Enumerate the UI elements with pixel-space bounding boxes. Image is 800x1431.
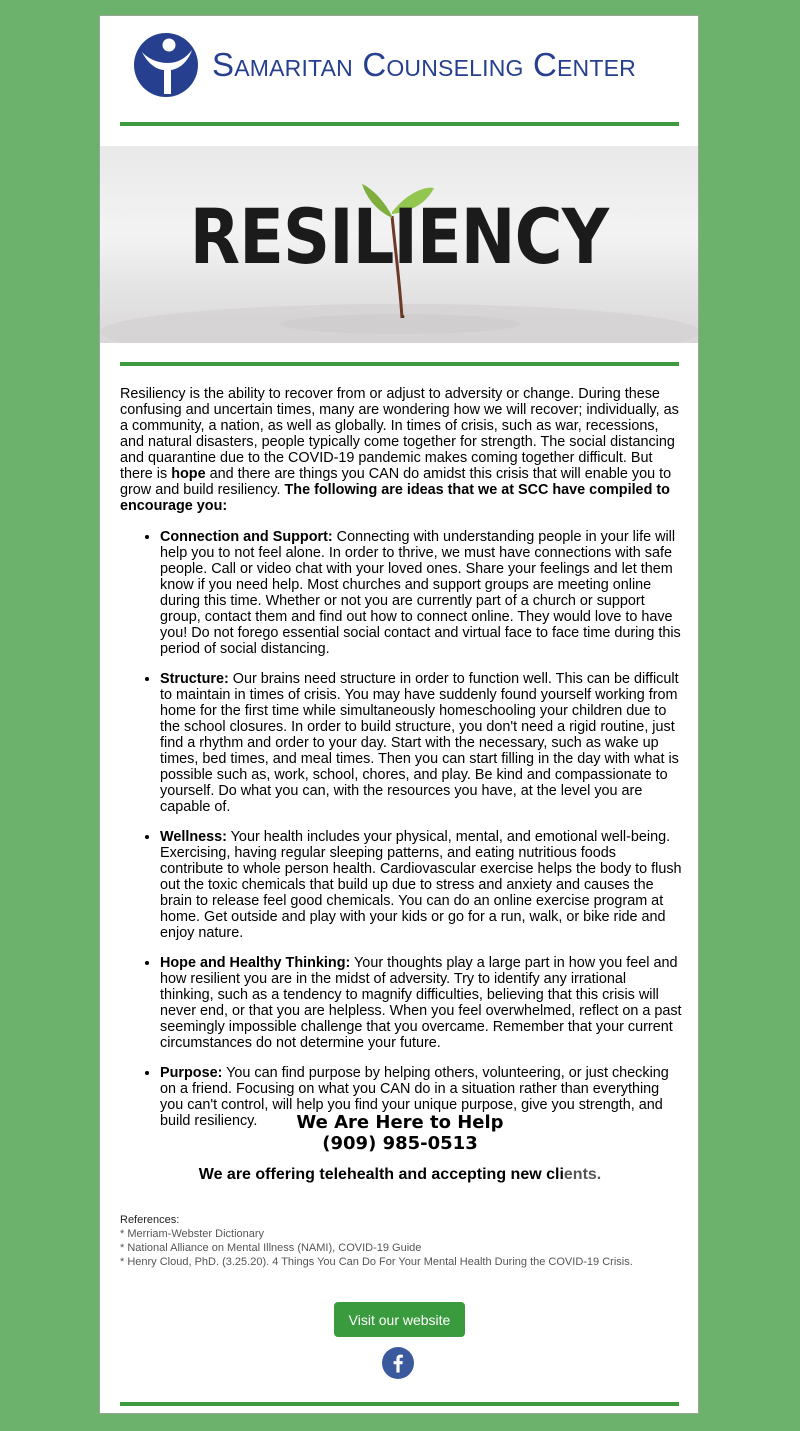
list-item [160,528,682,657]
header [100,16,700,126]
divider-bottom [120,1402,679,1406]
organization-name [212,46,636,84]
hero-banner [100,146,698,343]
ideas-list [120,528,682,1129]
idea-body: Connecting with understanding people in your life will help you to not feel alone. In order to thrive, we must have connections with safe people. Call or video chat with your loved ones. Share your feelings and let them know if you need help. Most churches and support groups are meeting online during this time. Whether or not you are currently part of a church or support group, contact them and find out how to connect online. They would love to have you! Do not forego essential social contact and virtual face to face time during this period of social distancing. [160,529,681,657]
idea-body: Our brains need structure in order to function well. This can be difficult to maintain in times of crisis. You may have suddenly found yourself working from home for the first time while simultaneously homeschooling your children due to the school closures. In order to build structure, you don't need a rigid routine, just find a rhythm and order to your day. Start with the necessary, such as wake up times, bed times, and meal times. Then you can start filling in the day with what is possible such as, work, school, chores, and play. Be kind and compassionate to yourself. Do what you can, with the resources you have, at the level you are capable of. [160,671,679,815]
divider-middle [120,362,679,366]
organization-name-text: Samaritan Counseling Center [212,46,636,83]
help-heading: We Are Here to Help [296,1112,504,1133]
telehealth-text: We are offering telehealth and accepting new cli [198,1166,564,1183]
idea-title: Wellness: [160,829,227,845]
facebook-icon[interactable] [382,1347,414,1379]
reference-item: * Merriam-Webster Dictionary [120,1228,265,1240]
list-item [160,828,682,941]
idea-title: Connection and Support: [160,529,333,545]
idea-body: Your thoughts play a large part in how you feel and how resilient you are in the midst of adversity. Try to identify any irrational thinking, such as a tendency to magnify difficulties, believing that this crisis will never end, or that you are helpless. When you feel overwhelmed, reflect on a past seemingly impossible challenge that you overcame. Remember that your current circumstances do not determine your future. [160,955,682,1051]
intro-text-b: and there are things you CAN do amidst this crisis that will enable you to grow and build resiliency. [120,466,672,498]
list-item [160,954,682,1051]
reference-item: * National Alliance on Mental Illness (NAMI), COVID-19 Guide [120,1242,422,1254]
idea-title: Hope and Healthy Thinking: [160,955,351,971]
newsletter-card [99,15,699,1414]
telehealth-notice [100,1166,700,1184]
hero-title: RESILIENCY [189,192,609,281]
visit-website-button[interactable]: Visit our website [334,1302,465,1337]
idea-body: Your health includes your physical, mental, and emotional well-being. Exercising, having regular sleeping patterns, and eating nutritious foods contribute to whole person health. Cardiovascular exercise helps the body to flush out the toxic chemicals that build up due to stress and anxiety and causes the brain to release feel good chemicals. You can do an online exercise program at home. Get outside and play with your kids or go for a run, walk, or bike ride and enjoy nature. [160,829,682,941]
help-block [100,1112,700,1154]
intro-callout: The following are ideas that we at SCC have compiled to encourage you: [120,482,670,514]
idea-title: Structure: [160,671,229,687]
intro-text-a: Resiliency is the ability to recover from or adjust to adversity or change. During these confusing and uncertain times, many are wondering how we will recover; individually, as a community, a nation, as well as globally. In times of crisis, such as war, recessions, and natural disasters, people typically come together for strength. The social distancing and quarantine due to the COVID-19 pandemic makes coming together difficult. But there is [120,386,679,482]
intro-hope: hope [171,466,206,482]
list-item [160,670,682,815]
article-body [120,386,682,1142]
samaritan-logo-icon [133,32,199,98]
reference-item: * Henry Cloud, PhD. (3.25.20). 4 Things You Can Do For Your Mental Health During the COVID-19 Crisis. [120,1256,633,1268]
intro-paragraph [120,386,682,514]
idea-title: Purpose: [160,1065,223,1081]
phone-number[interactable]: (909) 985-0513 [322,1133,478,1154]
telehealth-text-tail: ents. [563,1166,602,1183]
references-heading: References: [120,1214,180,1226]
divider-top [120,122,679,126]
idea-body: You can find purpose by helping others, volunteering, or just checking on a friend. Focusing on what you CAN do in a situation rather than everything you can't control, will help you find your unique purpose, give you strength, and build resiliency. [160,1065,669,1129]
references [120,1213,680,1269]
